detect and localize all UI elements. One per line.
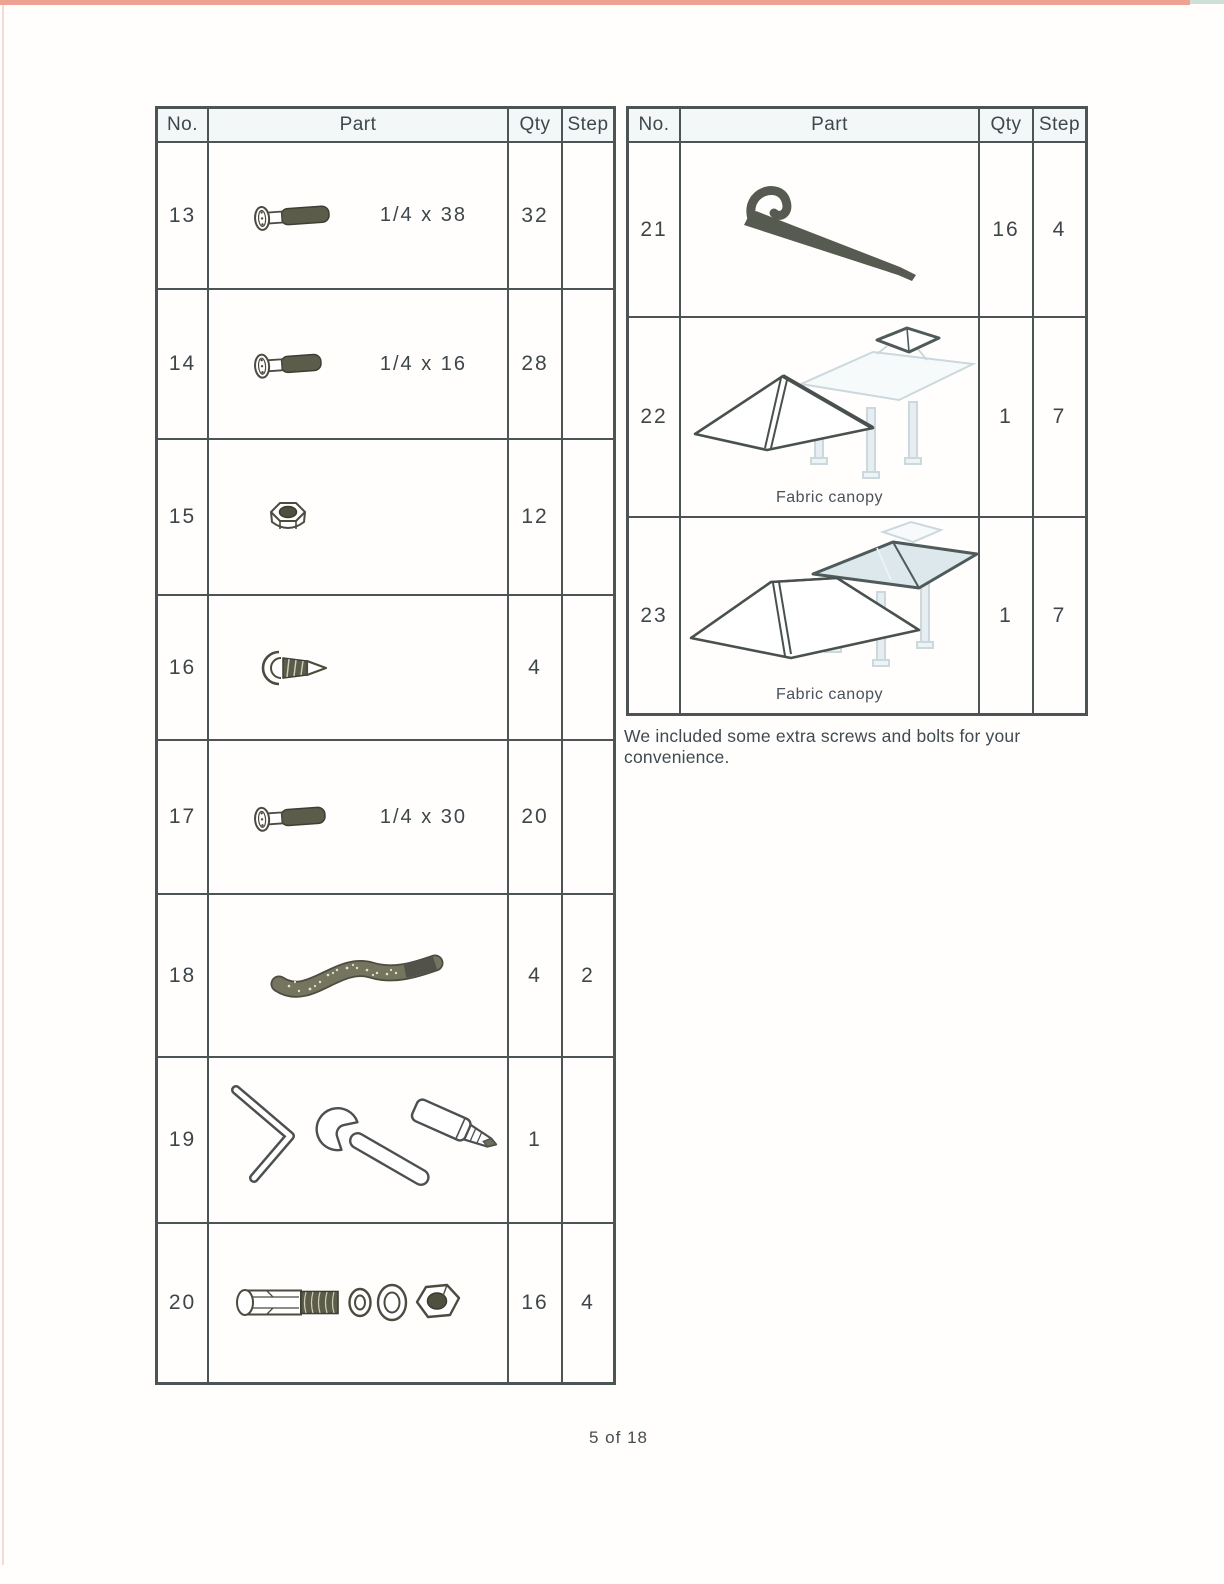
table-row (629, 518, 1085, 713)
allen-key-icon (236, 1090, 290, 1178)
part-number: 17 (158, 741, 209, 893)
main-canopy-icon (681, 518, 980, 711)
part-caption: Fabric canopy (776, 686, 883, 703)
part-step (563, 440, 613, 594)
table-row (158, 1224, 613, 1382)
header-no: No. (629, 109, 681, 141)
pointed-screw-with-washer-icon (255, 646, 335, 690)
part-number: 19 (158, 1058, 209, 1222)
header-no: No. (158, 109, 209, 141)
part-qty: 4 (509, 895, 563, 1056)
header-step: Step (567, 114, 609, 135)
header-part: Part (681, 109, 980, 141)
table-row (158, 440, 613, 596)
ground-stake-icon (710, 175, 950, 285)
part-caption: Fabric canopy (776, 489, 883, 506)
part-cell (681, 318, 980, 516)
part-step (563, 596, 613, 739)
part-number: 23 (629, 518, 681, 713)
fabric-strap-icon (265, 944, 451, 1008)
part-number: 13 (158, 143, 209, 288)
part-cell (209, 596, 509, 739)
parts-table-left (155, 106, 616, 1385)
part-cell (209, 741, 509, 893)
part-qty: 32 (509, 143, 563, 288)
part-cell (209, 1224, 509, 1382)
part-step: 7 (1052, 405, 1067, 428)
parts-table-right (626, 106, 1088, 716)
part-cell (209, 440, 509, 594)
top-canopy-icon (681, 318, 980, 514)
extra-parts-note: We included some extra screws and bolts for your convenience. (624, 726, 1021, 767)
part-number: 16 (158, 596, 209, 739)
header-part: Part (209, 109, 509, 141)
table-header-row (158, 109, 613, 143)
hex-nut-icon (263, 496, 313, 538)
table-row (158, 290, 613, 440)
part-size-label: 1/4 x 30 (379, 805, 467, 828)
part-step: 2 (581, 963, 595, 987)
driver-bit-icon (410, 1098, 501, 1155)
part-number: 14 (158, 290, 209, 438)
part-step (563, 741, 613, 893)
scan-artifact-left-line (2, 5, 4, 1565)
tool-set-icon (210, 1080, 506, 1200)
scan-artifact-top-right (1190, 0, 1224, 4)
part-qty: 1 (980, 518, 1034, 713)
part-qty: 20 (509, 741, 563, 893)
part-qty: 12 (509, 440, 563, 594)
part-cell (209, 1058, 509, 1222)
anchor-bolt-with-washers-and-nut-icon (233, 1274, 483, 1332)
part-step: 4 (581, 1291, 595, 1314)
part-qty: 1 (509, 1058, 563, 1222)
header-qty: Qty (509, 109, 563, 141)
hex-bolt-icon (251, 799, 339, 835)
header-step: Step (1038, 114, 1081, 135)
table-row (158, 143, 613, 290)
part-qty: 16 (980, 143, 1034, 316)
part-number: 20 (158, 1224, 209, 1382)
part-step (563, 1058, 613, 1222)
hex-bolt-icon (251, 346, 335, 382)
part-size-label: 1/4 x 38 (379, 204, 467, 226)
part-qty: 28 (509, 290, 563, 438)
table-row (158, 895, 613, 1058)
table-header-row (629, 109, 1085, 143)
part-number: 18 (158, 895, 209, 1056)
part-qty: 4 (509, 596, 563, 739)
table-row (158, 596, 613, 741)
header-qty: Qty (980, 109, 1034, 141)
part-cell (209, 143, 509, 288)
part-step: 4 (1052, 217, 1067, 241)
table-row (629, 318, 1085, 518)
part-cell (681, 518, 980, 713)
part-cell (209, 895, 509, 1056)
page-number: 5 of 18 (589, 1428, 648, 1447)
part-size-label: 1/4 x 16 (379, 352, 467, 375)
hex-bolt-icon (251, 198, 343, 234)
table-row (158, 1058, 613, 1224)
part-qty: 16 (509, 1224, 563, 1382)
part-number: 22 (629, 318, 681, 516)
scan-artifact-top-line (0, 0, 1190, 5)
table-row (158, 741, 613, 895)
part-step (563, 143, 613, 288)
part-step: 7 (1052, 603, 1067, 627)
part-number: 21 (629, 143, 681, 316)
part-cell (209, 290, 509, 438)
part-qty: 1 (980, 318, 1034, 516)
table-row (629, 143, 1085, 318)
part-cell (681, 143, 980, 316)
part-step (563, 290, 613, 438)
part-number: 15 (158, 440, 209, 594)
